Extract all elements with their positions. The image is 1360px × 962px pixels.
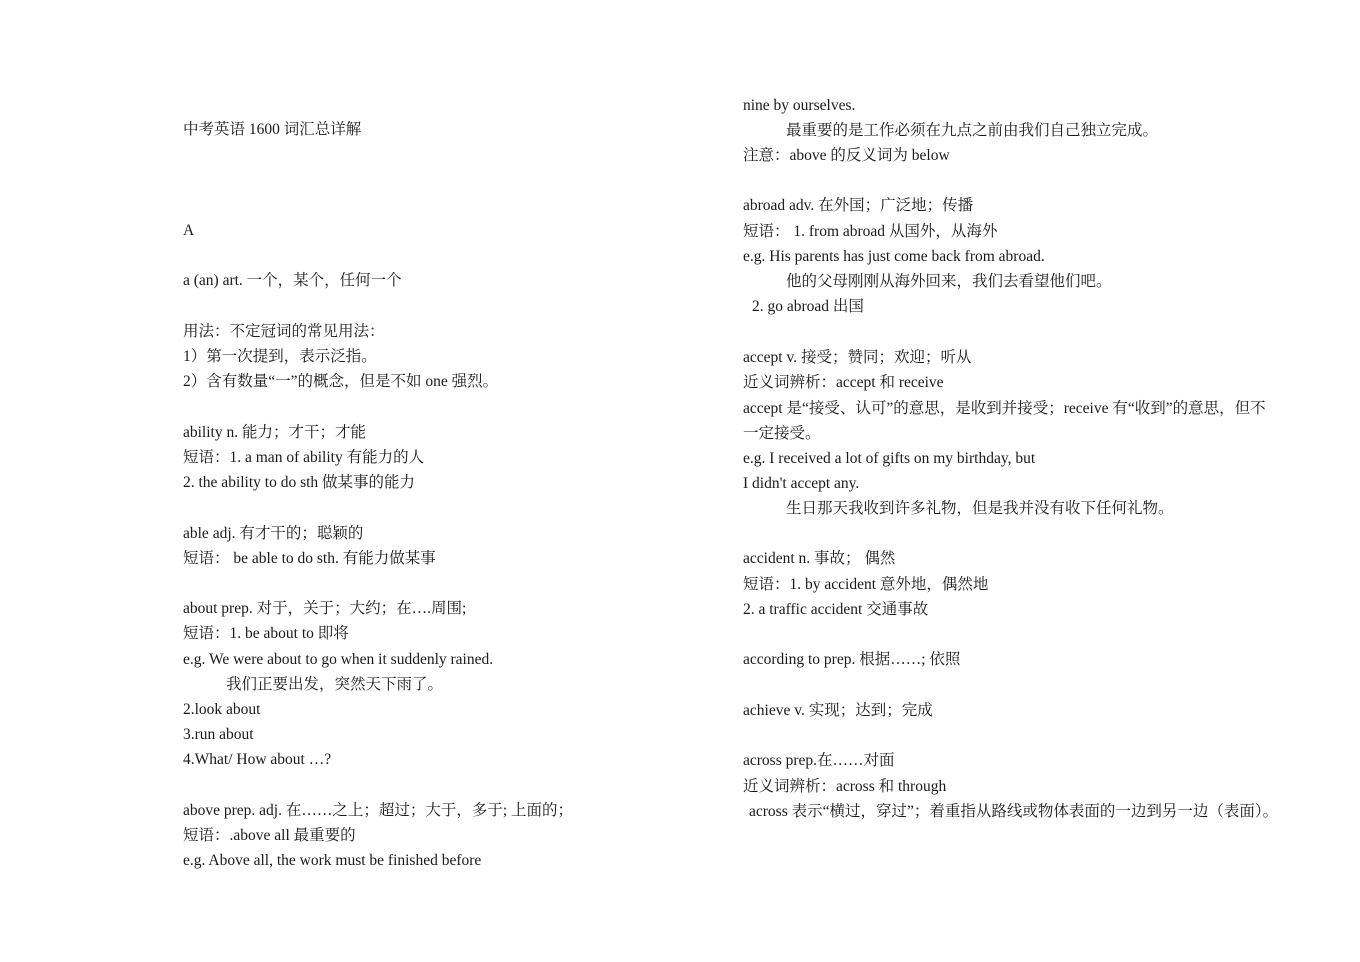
note-line: 注意：above 的反义词为 below (743, 147, 950, 164)
phrase-line: 2. the ability to do sth 做某事的能力 (183, 474, 416, 491)
document-title: 中考英语 1600 词汇总详解 (183, 121, 362, 138)
phrase-line: 2.look about (183, 701, 261, 718)
entry-headword-able: able adj. 有才干的；聪颖的 (183, 525, 364, 542)
usage-heading: 用法：不定冠词的常见用法： (183, 323, 385, 340)
synonym-explanation: across 表示“横过，穿过”；着重指从路线或物体表面的一边到另一边（表面）。 (749, 803, 1279, 820)
synonym-heading: 近义词辨析：accept 和 receive (743, 374, 944, 391)
phrase-line: 短语： 1. from abroad 从国外，从海外 (743, 223, 998, 240)
entry-headword-a: a (an) art. 一个，某个，任何一个 (183, 272, 402, 289)
entry-headword-according-to: according to prep. 根据……; 依照 (743, 651, 961, 668)
example-sentence: e.g. We were about to go when it suddenly rained. (183, 651, 494, 668)
entry-headword-accept: accept v. 接受；赞同；欢迎；听从 (743, 349, 972, 366)
phrase-line: 短语：1. a man of ability 有能力的人 (183, 449, 425, 466)
example-translation: 最重要的是工作必须在九点之前由我们自己独立完成。 (786, 122, 1159, 139)
phrase-line: 短语：1. by accident 意外地，偶然地 (743, 576, 989, 593)
example-translation: 我们正要出发，突然天下雨了。 (226, 676, 444, 693)
phrase-line: 短语：.above all 最重要的 (183, 827, 356, 844)
entry-headword-accident: accident n. 事故； 偶然 (743, 550, 896, 567)
entry-headword-achieve: achieve v. 实现；达到；完成 (743, 702, 933, 719)
entry-headword-across: across prep.在……对面 (743, 752, 895, 769)
example-sentence: I didn't accept any. (743, 475, 860, 492)
example-translation: 他的父母刚刚从海外回来，我们去看望他们吧。 (786, 273, 1112, 290)
example-sentence: e.g. Above all, the work must be finished before (183, 852, 482, 869)
section-letter: A (183, 222, 195, 239)
entry-headword-above: above prep. adj. 在……之上；超过；大于，多于; 上面的； (183, 802, 574, 819)
example-sentence: e.g. His parents has just come back from abroad. (743, 248, 1045, 265)
phrase-line: 2. a traffic accident 交通事故 (743, 601, 929, 618)
entry-headword-abroad: abroad adv. 在外国；广泛地；传播 (743, 197, 974, 214)
entry-headword-ability: ability n. 能力；才干；才能 (183, 424, 366, 441)
phrase-line: 短语：1. be about to 即将 (183, 625, 349, 642)
example-sentence: nine by ourselves. (743, 97, 856, 114)
synonym-explanation: accept 是“接受、认可”的意思，是收到并接受；receive 有“收到”的意思，但不一定接受。 (743, 400, 1266, 442)
phrase-line: 4.What/ How about …? (183, 751, 332, 768)
usage-line: 2）含有数量“一”的概念，但是不如 one 强烈。 (183, 373, 499, 390)
synonym-heading: 近义词辨析：across 和 through (743, 778, 947, 795)
entry-headword-about: about prep. 对于，关于；大约；在….周围; (183, 600, 467, 617)
phrase-line: 2. go abroad 出国 (752, 298, 864, 315)
phrase-line: 短语： be able to do sth. 有能力做某事 (183, 550, 436, 567)
example-sentence: e.g. I received a lot of gifts on my birthday, but (743, 450, 1036, 467)
example-translation: 生日那天我收到许多礼物，但是我并没有收下任何礼物。 (786, 500, 1174, 517)
usage-line: 1）第一次提到，表示泛指。 (183, 348, 377, 365)
phrase-line: 3.run about (183, 726, 254, 743)
